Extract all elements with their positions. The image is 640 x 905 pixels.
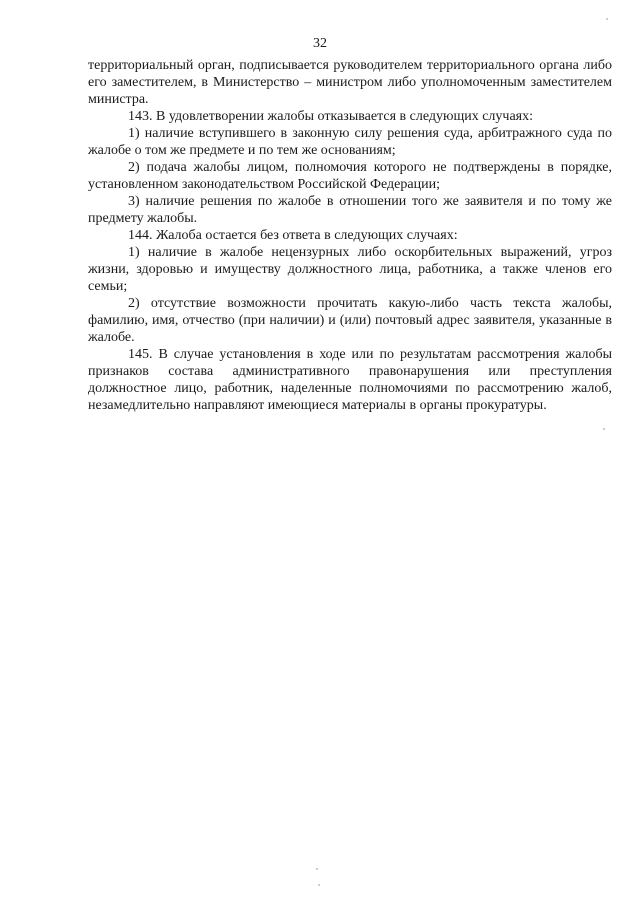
paragraph-144-item-1: 1) наличие в жалобе нецензурных либо оскорбительных выражений, угроз жизни, здоровью и имуществу должностного лица, работника, а также членов его семьи; [88, 245, 612, 294]
paragraph-143-heading: 143. В удовлетворении жалобы отказывается в следующих случаях: [128, 109, 534, 124]
scan-speck [318, 884, 320, 886]
paragraph-143-item-1: 1) наличие вступившего в законную силу решения суда, арбитражного суда по жалобе о том же предмете и по тем же основаниям; [88, 126, 612, 158]
scan-speck [606, 18, 608, 20]
paragraph-143-item-3: 3) наличие решения по жалобе в отношении того же заявителя и по тому же предмету жалобы. [88, 194, 612, 226]
paragraph-145: 145. В случае установления в ходе или по результатам рассмотрения жалобы признаков состава административного правонарушения или преступления должностное лицо, работник, наделенные полномочиями по рассмотрению жалоб, незамедлительно направляют имеющиеся материалы в органы прокуратуры. [88, 347, 612, 413]
paragraph-continuation: территориальный орган, подписывается руководителем территориального органа либо его заместителем, в Министерство – министром либо уполномоченным заместителем министра. [88, 58, 612, 107]
paragraph-143-item-2: 2) подача жалобы лицом, полномочия которого не подтверждены в порядке, установленном законодательством Российской Федерации; [88, 160, 612, 192]
scan-speck [603, 428, 605, 430]
paragraph-144-heading: 144. Жалоба остается без ответа в следующих случаях: [128, 228, 458, 243]
document-body [88, 57, 612, 414]
page-number: 32 [313, 36, 327, 51]
paragraph-144-item-2: 2) отсутствие возможности прочитать какую-либо часть текста жалобы, фамилию, имя, отчество (при наличии) и (или) почтовый адрес заявителя, указанные в жалобе. [88, 296, 612, 345]
scan-speck [316, 868, 318, 870]
